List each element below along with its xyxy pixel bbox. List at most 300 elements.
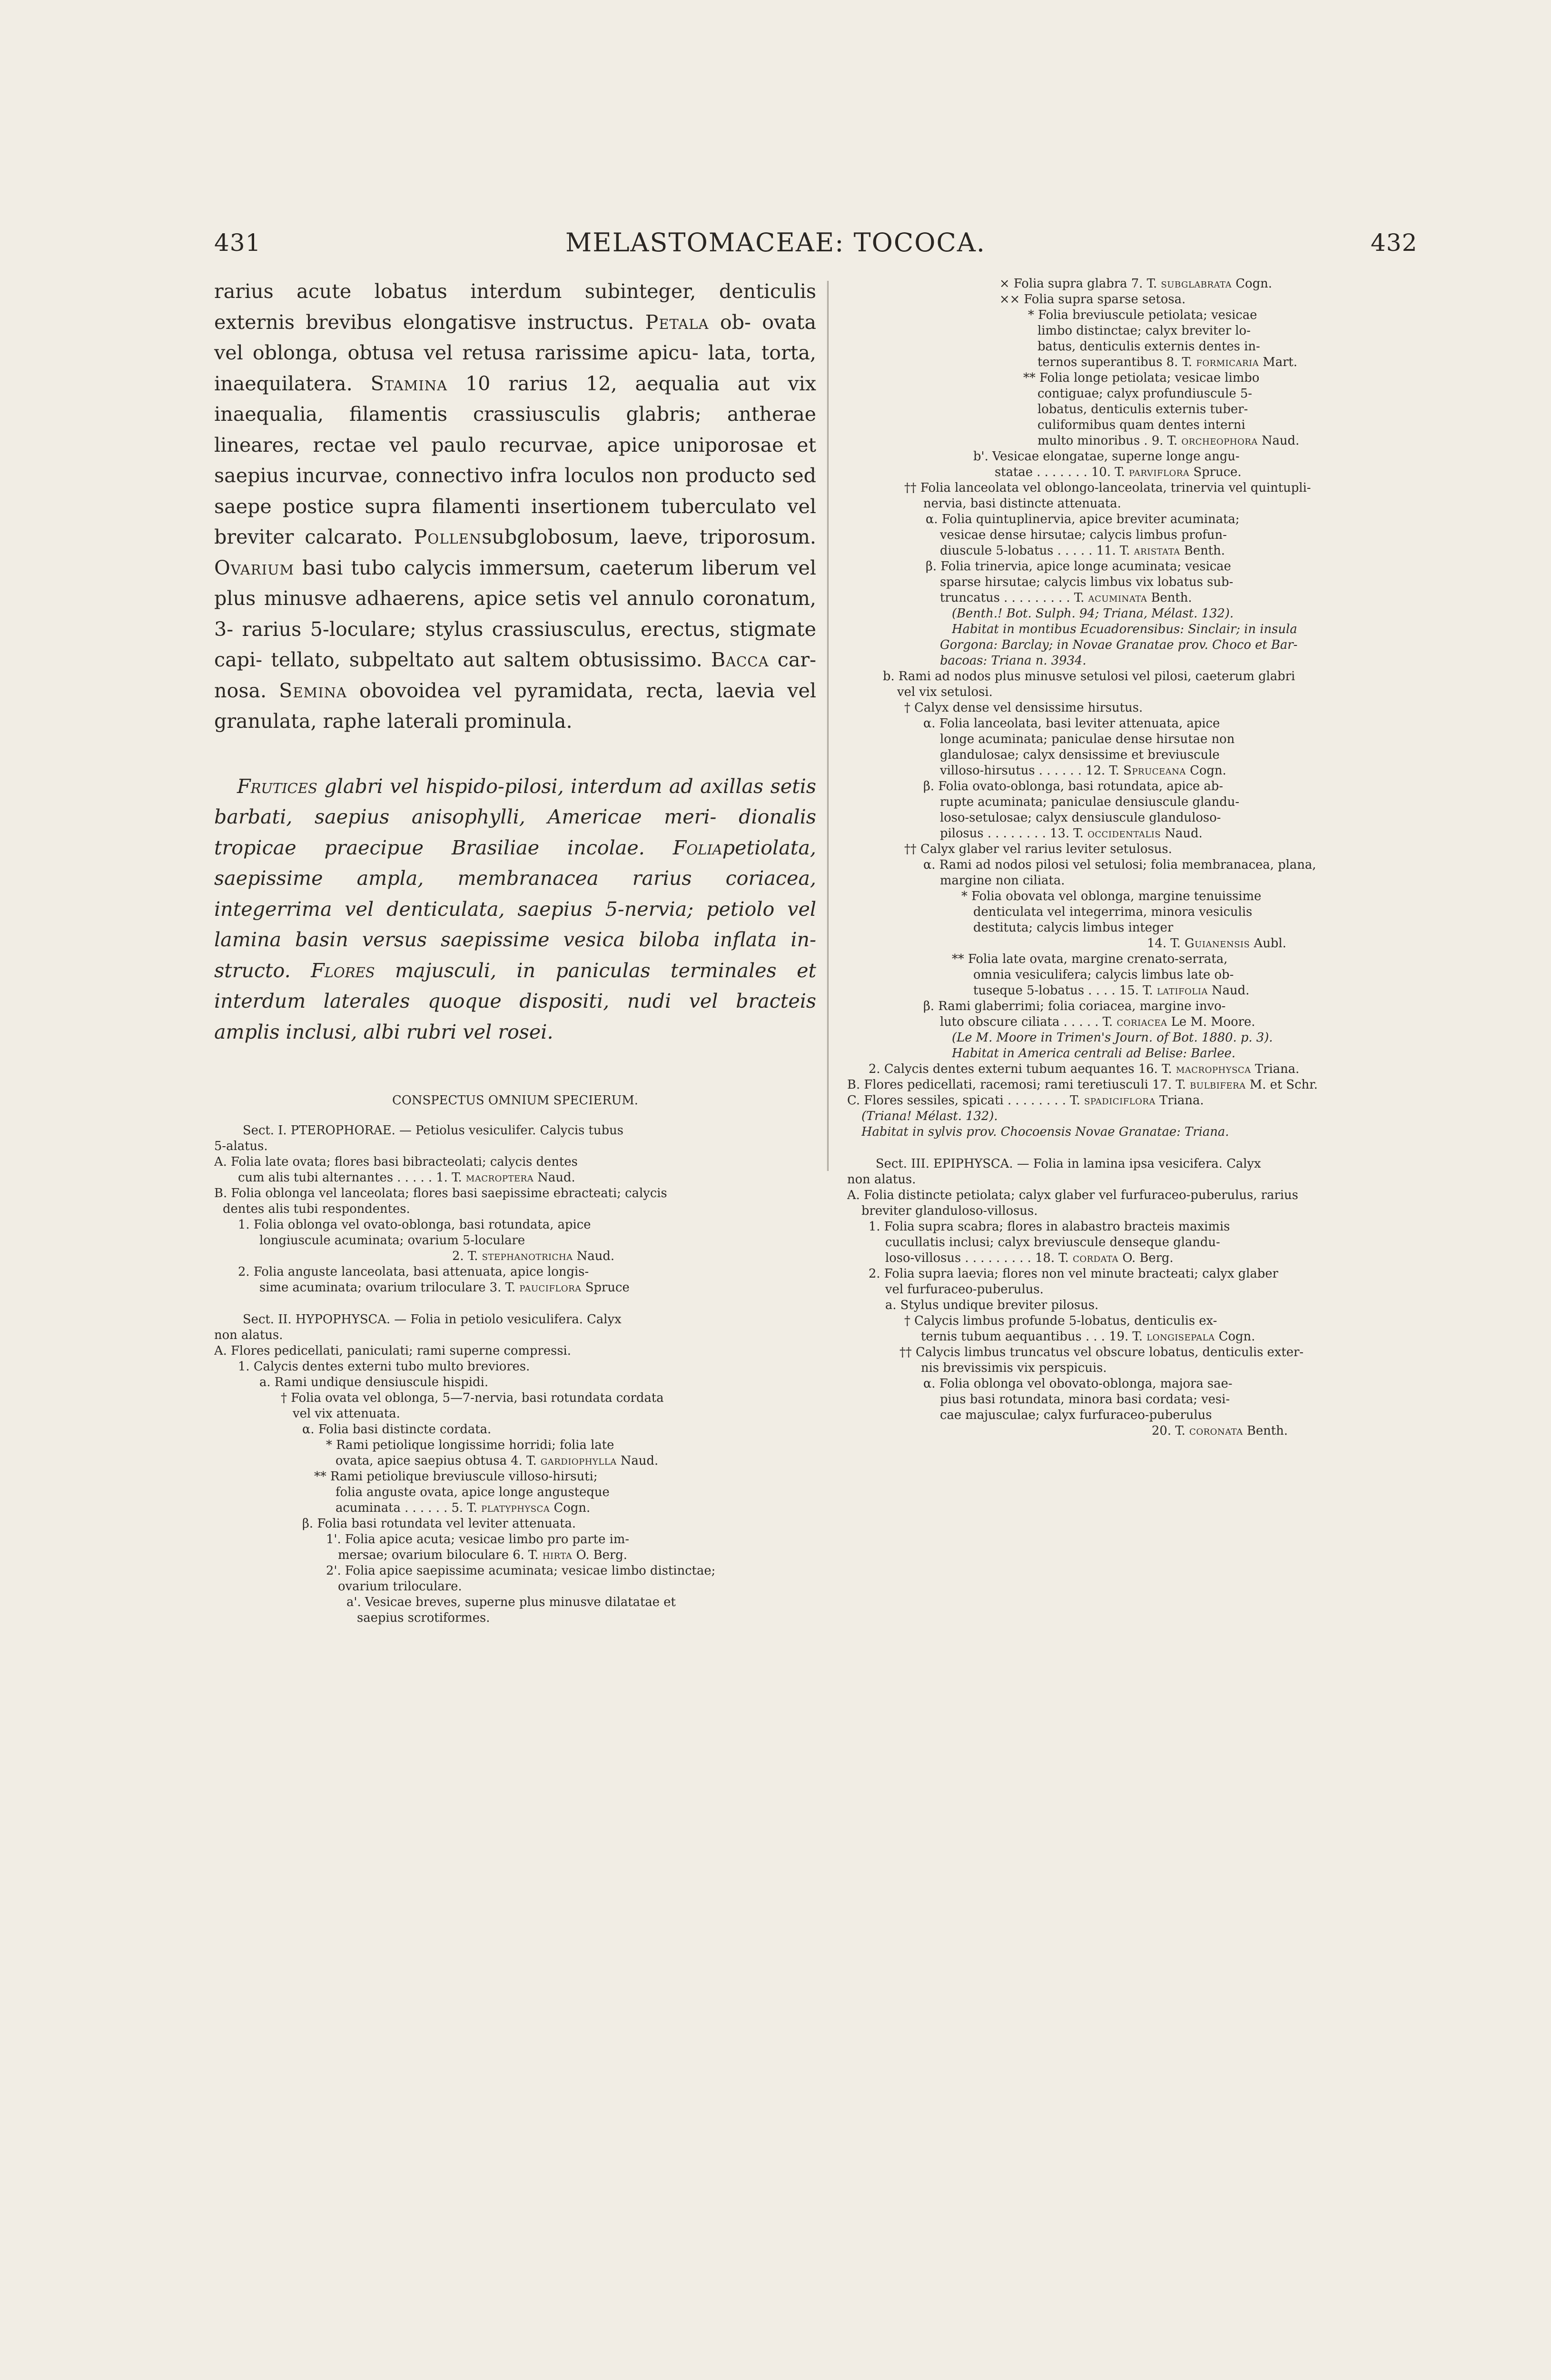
text-run: car-	[769, 648, 817, 671]
key-text: pilosus . . . . . . . . 13. T.	[940, 826, 1088, 841]
key-text: C. Flores sessiles, spicati . . . . . . . . T.	[847, 1093, 1084, 1108]
text-run: petiolata, saepissime ampla, membranacea rarius coriacea,	[214, 836, 816, 890]
key-text: A. Folia late ovata; flores basi bibracteolati; calycis dentes	[214, 1155, 578, 1169]
key-text: cucullatis inclusi; calyx breviuscule denseque glandu-	[885, 1235, 1220, 1250]
key-line	[1037, 402, 1375, 417]
key-line	[952, 1030, 1375, 1046]
text-run: majusculi, in paniculas terminales et	[375, 959, 816, 982]
text-run: dionalis tropicae praecipue Brasiliae incolae.	[214, 805, 816, 859]
key-text: (Le M. Moore in Trimen's Journ. of Bot. 1880. p. 3).	[952, 1031, 1273, 1045]
key-line	[973, 983, 1375, 999]
keyword-smallcaps: Ovarium	[214, 556, 295, 579]
key-text: 2. Folia anguste lanceolata, basi attenuata, apice longis-	[238, 1265, 589, 1279]
text-run: loculos non producto sed saepe postice supra filamenti	[214, 464, 816, 518]
text-run: obovoidea vel pyramidata, recta, laevia	[347, 679, 775, 702]
key-text: × Folia supra glabra 7. T.	[999, 277, 1161, 291]
key-text: saepius scrotiformes.	[357, 1611, 490, 1625]
key-line	[326, 1532, 816, 1547]
key-text: dentes alis tubi respondentes.	[223, 1202, 410, 1216]
key-line	[923, 779, 1375, 794]
key-text: † Folia ovata vel oblonga, 5—7-nervia, basi rotundata cordata	[281, 1391, 664, 1405]
key-line	[259, 1233, 816, 1249]
key-line	[940, 1014, 1375, 1030]
key-text: loso-setulosae; calyx densiuscule glanduloso-	[940, 811, 1221, 825]
key-text: Habitat in montibus Ecuadorensibus: Sinclair; in insula	[952, 622, 1297, 636]
keyword-smallcaps: Pollen	[414, 526, 482, 548]
key-text: β. Folia ovato-oblonga, basi rotundata, apice ab-	[923, 779, 1223, 793]
key-line	[940, 575, 1375, 590]
key-line	[1037, 355, 1375, 370]
text-run: vel granulata, raphe laterali prominula.	[214, 679, 817, 733]
key-line	[1152, 1423, 1375, 1439]
key-text: B. Flores pedicellati, racemosi; rami teretiusculi 17. T.	[847, 1078, 1190, 1092]
key-text: diuscule 5-lobatus . . . . . 11. T.	[940, 544, 1134, 558]
key-line	[326, 1438, 816, 1453]
key-text: vel vix attenuata.	[293, 1407, 400, 1421]
key-line	[338, 1547, 816, 1563]
species-key-left	[214, 1123, 816, 1626]
key-line	[1037, 323, 1375, 339]
species-author: Benth.	[1243, 1424, 1288, 1438]
key-text: †† Calycis limbus truncatus vel obscure lobatus, denticulis exter-	[899, 1345, 1304, 1359]
species-name: macroptera	[465, 1170, 534, 1185]
key-line	[973, 920, 1375, 936]
key-line	[897, 684, 1375, 700]
key-line	[940, 763, 1375, 779]
key-text: (Benth.! Bot. Sulph. 94; Triana, Mélast. 132).	[952, 606, 1234, 621]
key-line	[302, 1422, 816, 1438]
key-line	[940, 1392, 1375, 1408]
key-text: Sect. I. PTEROPHORAE. — Petiolus vesiculifer. Calycis tubus	[243, 1123, 623, 1138]
key-line	[238, 1217, 816, 1233]
conspectus-title: CONSPECTUS OMNIUM SPECIERUM.	[392, 1093, 638, 1108]
key-text: 20. T.	[1152, 1424, 1190, 1438]
key-line	[259, 1375, 816, 1390]
key-line	[314, 1469, 816, 1485]
key-text: rupte acuminata; paniculae densiuscule glandu-	[940, 795, 1240, 809]
species-name: latifolia	[1156, 983, 1208, 998]
text-run: calycis immersum, caeterum liberum vel plus minusve	[214, 556, 817, 610]
key-line	[869, 1061, 1375, 1077]
key-text: bacoas: Triana n. 3934.	[940, 654, 1087, 668]
key-text: folia anguste ovata, apice longe angusteque	[336, 1485, 610, 1499]
genus-description-paragraph	[214, 276, 816, 737]
key-text: Sect. III. EPIPHYSCA. — Folia in lamina ipsa vesicifera. Calyx	[876, 1157, 1261, 1171]
key-text: (Triana! Mélast. 132).	[861, 1109, 998, 1123]
text-run: nosa.	[214, 679, 279, 702]
key-text: α. Rami ad nodos pilosi vel setulosi; folia membranacea, plana,	[923, 858, 1316, 872]
species-name: platyphysca	[481, 1501, 550, 1515]
key-line	[923, 857, 1375, 873]
key-text: nervia, basi distincte attenuata.	[923, 496, 1121, 511]
key-line	[336, 1485, 816, 1500]
page-number-left: 431	[214, 229, 261, 257]
key-text: vel vix setulosi.	[897, 685, 993, 699]
key-text: 14. T.	[1147, 936, 1185, 951]
key-text: Sect. II. HYPOPHYSCA. — Folia in petiolo vesiculifera. Calyx	[243, 1312, 622, 1327]
key-text: breviter glanduloso-villosus.	[861, 1204, 1038, 1218]
key-line	[904, 842, 1375, 857]
species-author: Cogn.	[550, 1501, 591, 1515]
key-line	[973, 449, 1375, 465]
key-text: β. Rami glaberrimi; folia coriacea, margine invo-	[923, 999, 1226, 1013]
key-line	[973, 904, 1375, 920]
key-line	[1037, 339, 1375, 355]
key-text: B. Folia oblonga vel lanceolata; flores basi saepissime ebracteati; calycis	[214, 1186, 667, 1200]
key-line	[326, 1563, 816, 1579]
key-text: Habitat in sylvis prov. Chocoensis Novae Granatae: Triana.	[861, 1125, 1229, 1139]
species-name: parviflora	[1129, 465, 1190, 479]
key-line	[1147, 936, 1375, 952]
key-line	[847, 1188, 1375, 1203]
key-line	[293, 1406, 816, 1422]
text-run: ob-	[709, 310, 751, 334]
keyword-smallcaps: Flores	[311, 959, 375, 982]
key-line	[336, 1500, 816, 1516]
text-run: glabris; antherae lineares, rectae vel paulo recurvae,	[214, 403, 816, 456]
page-number-right: 432	[1371, 229, 1418, 257]
key-text: † Calyx dense vel densissime hirsutus.	[904, 701, 1143, 715]
key-text: a. Rami undique densiuscule hispidi.	[259, 1375, 489, 1389]
key-line	[243, 1123, 816, 1139]
running-head: MELASTOMACEAE: TOCOCA.	[565, 228, 986, 258]
keyword-smallcaps: Stamina	[370, 372, 448, 395]
key-line	[1037, 417, 1375, 433]
key-line	[861, 1124, 1375, 1140]
key-line	[999, 276, 1375, 292]
key-line	[861, 1109, 1375, 1124]
species-name: macrophysca	[1176, 1062, 1251, 1076]
key-text: truncatus . . . . . . . . . T.	[940, 591, 1088, 605]
text-run: axillas setis barbati, saepius anisophylli, Americae meri-	[214, 774, 816, 828]
keyword-smallcaps: Petala	[645, 310, 709, 334]
key-text: α. Folia quintuplinervia, apice breviter acuminata;	[926, 512, 1240, 526]
key-text: vel furfuraceo-puberulus.	[885, 1282, 1044, 1297]
key-text: non alatus.	[847, 1172, 916, 1187]
species-author: M. et Schr.	[1245, 1078, 1318, 1092]
key-text: 1. Folia oblonga vel ovato-oblonga, basi rotundata, apice	[238, 1218, 591, 1232]
species-name: aristata	[1134, 544, 1180, 558]
species-name: stephanotricha	[482, 1249, 573, 1263]
key-text: a'. Vesicae breves, superne plus minusve dilatatae et	[346, 1595, 676, 1609]
key-text: mersae; ovarium biloculare 6. T.	[338, 1548, 543, 1562]
text-run: rarius acute lobatus interdum subinteger, denticulis	[214, 280, 816, 303]
key-line	[940, 653, 1375, 669]
species-author: Cogn.	[1185, 764, 1226, 778]
text-run: 5-loculare; stylus crassiusculus, erectus, stigmate capi-	[214, 617, 816, 671]
key-line	[452, 1249, 816, 1264]
keyword-smallcaps: Semina	[279, 679, 347, 702]
text-run: apice uniporosae et saepius incurvae, connectivo infra	[214, 433, 817, 487]
key-line	[921, 1329, 1375, 1345]
keyword-smallcaps: Bacca	[711, 648, 769, 671]
species-name: Spruceana	[1123, 764, 1186, 778]
key-text: destituta; calycis limbus integer	[973, 921, 1174, 935]
key-text: 2. Folia supra laevia; flores non vel minute bracteati; calyx glaber	[869, 1267, 1278, 1281]
right-column	[847, 276, 1375, 1439]
column-divider	[827, 281, 829, 1171]
key-line	[861, 1203, 1375, 1219]
text-run: integerrima vel denticulata, saepius 5-nervia; petiolo vel	[214, 897, 816, 921]
key-line	[940, 637, 1375, 653]
key-line	[940, 794, 1375, 810]
key-text: A. Flores pedicellati, paniculati; rami superne compressi.	[214, 1344, 572, 1358]
key-line	[1023, 370, 1375, 386]
key-text: †† Folia lanceolata vel oblongo-lanceolata, trinervia vel quintupli-	[904, 481, 1311, 495]
key-text: ternis tubum aequantibus . . . 19. T.	[921, 1329, 1147, 1344]
key-text: denticulata vel integerrima, minora vesiculis	[973, 905, 1253, 919]
key-line	[214, 1186, 816, 1201]
key-line	[940, 826, 1375, 842]
key-line	[904, 700, 1375, 716]
key-line	[940, 527, 1375, 543]
species-name: subglabrata	[1161, 277, 1232, 291]
habit-paragraph	[214, 771, 816, 1048]
key-text: acuminata . . . . . . 5. T.	[336, 1501, 482, 1515]
species-author: Naud.	[1257, 434, 1300, 448]
text-run: basi tubo	[294, 556, 396, 579]
key-line	[847, 1172, 1375, 1188]
key-text: loso-villosus . . . . . . . . . 18. T.	[885, 1251, 1073, 1265]
species-name: occidentalis	[1087, 826, 1161, 841]
key-text: * Folia obovata vel oblonga, margine tenuissime	[961, 889, 1262, 903]
key-text: multo minoribus . 9. T.	[1037, 434, 1182, 448]
species-author: O. Berg.	[572, 1548, 627, 1562]
species-author: Mart.	[1259, 355, 1298, 369]
text-run: insertionem tuberculato vel breviter calcarato.	[214, 495, 816, 548]
text-run: amplis inclusi, albi rubri vel rosei.	[214, 1020, 553, 1043]
species-author: Triana.	[1155, 1093, 1204, 1108]
species-author: Benth.	[1180, 544, 1225, 558]
key-text: 5-alatus.	[214, 1139, 268, 1153]
key-line	[876, 1156, 1375, 1172]
species-author: Aubl.	[1250, 936, 1286, 951]
key-text: A. Folia distincte petiolata; calyx glaber vel furfuraceo-puberulus, rarius	[847, 1188, 1298, 1202]
key-line	[847, 1093, 1375, 1109]
key-text: villoso-hirsutus . . . . . . 12. T.	[940, 764, 1124, 778]
key-line	[899, 1345, 1375, 1360]
key-text: sime acuminata; ovarium triloculare 3. T.	[259, 1280, 520, 1295]
key-text: batus, denticulis externis dentes in-	[1037, 339, 1260, 354]
text-run: structo.	[214, 959, 311, 982]
species-name: cordata	[1073, 1251, 1119, 1265]
key-text: * Folia breviuscule petiolata; vesicae	[1028, 308, 1257, 322]
key-line	[883, 669, 1375, 684]
species-name: formicaria	[1196, 355, 1259, 369]
key-line	[940, 1408, 1375, 1423]
key-text: α. Folia oblonga vel obovato-oblonga, majora sae-	[923, 1377, 1233, 1391]
species-key-right	[847, 276, 1375, 1439]
key-line	[238, 1359, 816, 1375]
text-run: ovata vel oblonga, obtusa vel retusa rarissime apicu-	[214, 310, 816, 364]
key-line	[961, 889, 1375, 904]
key-line	[923, 496, 1375, 512]
key-line	[238, 1264, 816, 1280]
key-text: β. Folia basi rotundata vel leviter attenuata.	[302, 1517, 576, 1531]
text-run: adhaerens, apice setis vel annulo coronatum, 3- rarius	[214, 587, 816, 641]
key-text: nis brevissimis vix perspicuis.	[921, 1361, 1107, 1375]
key-text: α. Folia lanceolata, basi leviter attenuata, apice	[923, 716, 1220, 731]
key-text: longe acuminata; paniculae dense hirsutae non	[940, 732, 1235, 746]
key-line	[885, 1250, 1375, 1266]
text-run: tellato, subpeltato aut saltem obtusissimo.	[271, 648, 711, 671]
key-line	[940, 590, 1375, 606]
species-author: Naud.	[1161, 826, 1203, 841]
key-line	[338, 1579, 816, 1595]
key-text: †† Calyx glaber vel rarius leviter setulosus.	[904, 842, 1172, 856]
key-line	[1037, 433, 1375, 449]
key-text: tuseque 5-lobatus . . . . 15. T.	[973, 983, 1157, 998]
key-text: 1. Folia supra scabra; flores in alabastro bracteis maximis	[869, 1220, 1230, 1234]
keyword-smallcaps: Frutices	[237, 774, 317, 798]
key-line	[259, 1280, 816, 1296]
species-name: pauciflora	[519, 1280, 582, 1295]
key-text: ×× Folia supra sparse setosa.	[999, 292, 1186, 307]
species-author: Le M. Moore.	[1167, 1015, 1255, 1029]
key-line	[869, 1266, 1375, 1282]
key-text: glandulosae; calyx densissime et breviuscule	[940, 748, 1220, 762]
key-line	[223, 1201, 816, 1217]
key-text: longiuscule acuminata; ovarium 5-loculare	[259, 1233, 525, 1248]
species-name: coriacea	[1116, 1015, 1167, 1029]
species-name: hirta	[542, 1548, 573, 1562]
species-name: spadiciflora	[1084, 1093, 1156, 1108]
species-name: orcheophora	[1181, 434, 1258, 448]
key-line	[238, 1170, 816, 1186]
key-text: 1. Calycis dentes externi tubo multo breviores.	[238, 1359, 530, 1374]
key-line	[921, 1360, 1375, 1376]
text-run: lamina basin versus saepissime vesica biloba inflata in-	[214, 928, 816, 951]
species-name: acuminata	[1088, 591, 1147, 605]
key-line	[1028, 307, 1375, 323]
key-text: limbo distinctae; calyx breviter lo-	[1037, 324, 1251, 338]
key-line	[926, 559, 1375, 575]
key-line	[952, 606, 1375, 622]
key-text: Habitat in America centrali ad Belise: Barlee.	[952, 1046, 1235, 1061]
text-run: interdum laterales quoque dispositi, nudi vel bracteis	[214, 990, 816, 1012]
key-spacer	[999, 1140, 1375, 1156]
key-text: contiguae; calyx profundiuscule 5-	[1037, 387, 1252, 401]
species-name: bulbifera	[1190, 1078, 1246, 1092]
species-author: Triana.	[1251, 1062, 1300, 1076]
species-name: gardiophylla	[540, 1454, 617, 1468]
key-text: sparse hirsutae; calycis limbus vix lobatus sub-	[940, 575, 1234, 589]
key-line	[940, 543, 1375, 559]
text-run: subglobosum, laeve, triporosum.	[482, 526, 816, 548]
key-line	[214, 1154, 816, 1170]
key-text: statae . . . . . . . 10. T.	[995, 465, 1129, 479]
key-line	[923, 999, 1375, 1014]
species-author: Naud.	[533, 1170, 575, 1185]
key-line	[214, 1139, 816, 1154]
key-line	[214, 1328, 816, 1343]
species-author: Naud.	[573, 1249, 615, 1263]
key-line	[923, 716, 1375, 732]
key-line	[869, 1219, 1375, 1235]
species-name: coronata	[1189, 1424, 1243, 1438]
key-text: pius basi rotundata, minora basi cordata; vesi-	[940, 1392, 1230, 1407]
text-run: externis brevibus elongatisve instructus.	[214, 310, 645, 334]
species-author: Cogn.	[1232, 277, 1272, 291]
key-line	[885, 1298, 1375, 1313]
key-line	[940, 873, 1375, 889]
key-text: 2. Calycis dentes externi tubum aequantes 16. T.	[869, 1062, 1176, 1076]
key-line	[885, 1282, 1375, 1298]
species-author: Spruce.	[1189, 465, 1242, 479]
key-text: luto obscure ciliata . . . . . T.	[940, 1015, 1117, 1029]
key-line	[973, 967, 1375, 983]
left-column	[214, 276, 816, 1626]
key-line	[923, 1376, 1375, 1392]
key-line	[940, 810, 1375, 826]
key-text: b'. Vesicae elongatae, superne longe angu-	[973, 449, 1240, 464]
species-author: Spruce	[581, 1280, 630, 1295]
key-line	[885, 1235, 1375, 1250]
text-run: 10 rarius 12,	[447, 372, 617, 395]
key-line	[1037, 386, 1375, 402]
key-text: Gorgona: Barclay; in Novae Granatae prov. Choco et Bar-	[940, 638, 1298, 652]
key-text: ovata, apice saepius obtusa 4. T.	[336, 1454, 541, 1468]
text-run: glabri vel hispido-pilosi, interdum ad	[317, 774, 693, 798]
key-text: non alatus.	[214, 1328, 283, 1342]
key-text: ** Folia late ovata, margine crenato-serrata,	[952, 952, 1228, 966]
species-author: Naud.	[616, 1454, 659, 1468]
key-line	[243, 1312, 816, 1328]
key-line	[952, 1046, 1375, 1061]
key-line	[904, 480, 1375, 496]
key-text: * Rami petiolique longissime horridi; folia late	[326, 1438, 614, 1452]
key-text: ** Rami petiolique breviuscule villoso-hirsuti;	[314, 1469, 598, 1484]
species-name: longisepala	[1146, 1329, 1215, 1344]
key-line	[847, 1077, 1375, 1093]
key-line	[926, 512, 1375, 527]
key-text: ** Folia longe petiolata; vesicae limbo	[1023, 371, 1260, 385]
key-text: omnia vesiculifera; calycis limbus late ob-	[973, 968, 1234, 982]
key-line	[940, 747, 1375, 763]
key-line	[999, 292, 1375, 307]
key-line	[952, 622, 1375, 637]
key-text: culiformibus quam dentes interni	[1037, 418, 1245, 432]
key-text: vesicae dense hirsutae; calycis limbus profun-	[940, 528, 1227, 542]
key-text: margine non ciliata.	[940, 873, 1065, 888]
key-line	[346, 1595, 816, 1610]
key-line	[995, 465, 1375, 480]
key-text: 1'. Folia apice acuta; vesicae limbo pro parte im-	[326, 1532, 630, 1547]
key-line	[904, 1313, 1375, 1329]
key-text: b. Rami ad nodos plus minusve setulosi vel pilosi, caeterum glabri	[883, 669, 1295, 684]
key-text: a. Stylus undique breviter pilosus.	[885, 1298, 1099, 1312]
key-line	[336, 1453, 816, 1469]
species-name: Guianensis	[1185, 936, 1250, 951]
key-line	[281, 1390, 816, 1406]
text-run: lata, torta, inaequilatera.	[214, 341, 816, 395]
key-line	[214, 1343, 816, 1359]
species-author: Benth.	[1147, 591, 1192, 605]
species-author: Cogn.	[1215, 1329, 1255, 1344]
key-line	[940, 732, 1375, 747]
key-text: lobatus, denticulis externis tuber-	[1037, 402, 1248, 416]
key-text: α. Folia basi distincte cordata.	[302, 1422, 492, 1437]
key-spacer	[214, 1296, 816, 1312]
key-text: 2. T.	[452, 1249, 482, 1263]
keyword-smallcaps: Folia	[672, 836, 722, 859]
key-text: † Calycis limbus profunde 5-lobatus, denticulis ex-	[904, 1314, 1217, 1328]
key-text: ovarium triloculare.	[338, 1579, 462, 1594]
key-text: β. Folia trinervia, apice longe acuminata; vesicae	[926, 559, 1231, 574]
key-text: ternos superantibus 8. T.	[1037, 355, 1196, 369]
text-run: aequalia aut vix inaequalia, filamentis crassiusculis	[214, 372, 816, 426]
species-author: Naud.	[1207, 983, 1250, 998]
